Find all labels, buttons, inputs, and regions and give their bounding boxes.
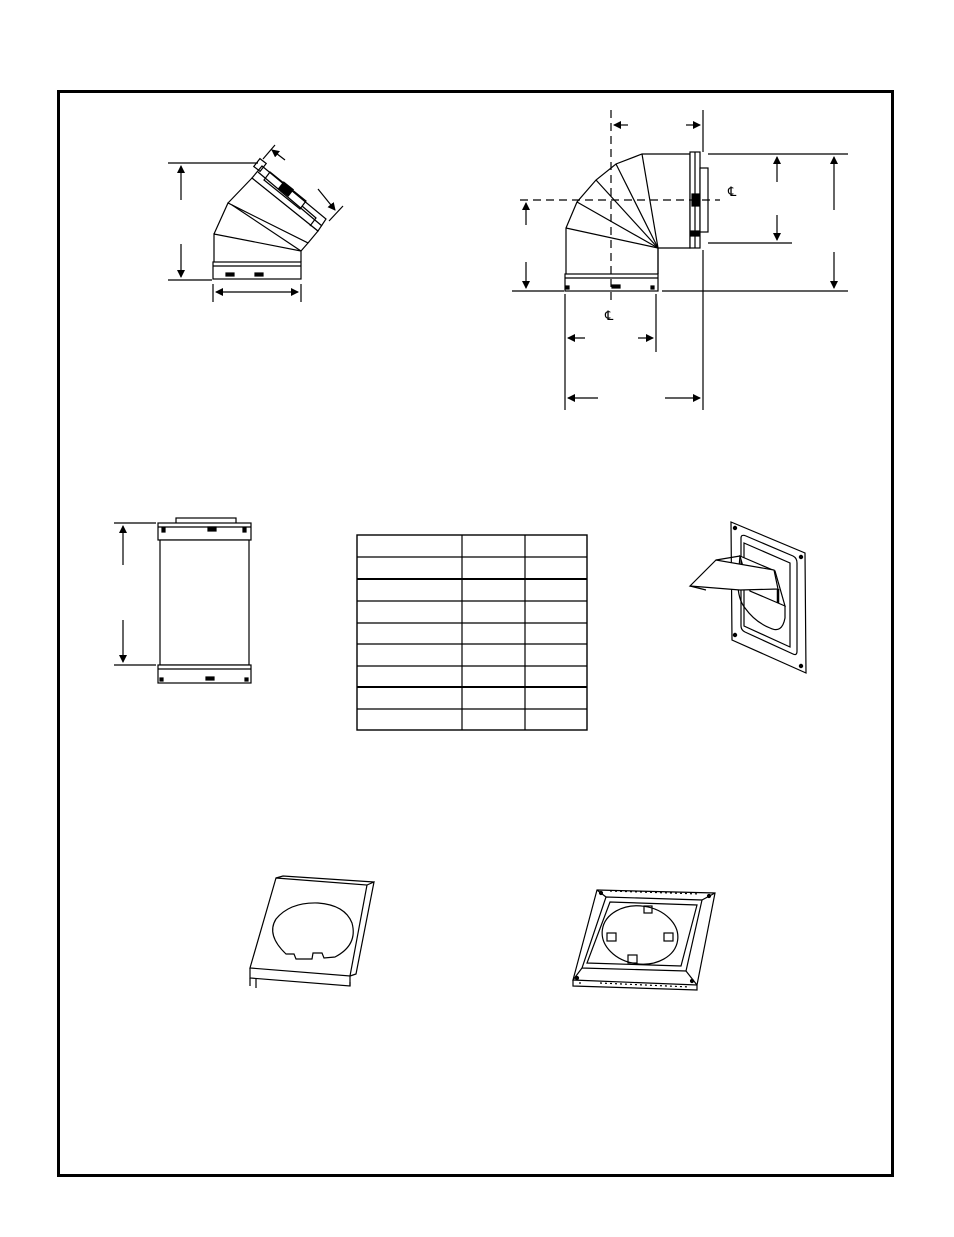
straight-pipe-diagram <box>114 518 251 683</box>
centerline-symbol-horizontal: ℄ <box>728 184 737 199</box>
elbow-90-diagram <box>512 110 848 410</box>
wall-terminal-cap-diagram <box>690 522 806 673</box>
elbow-45-diagram <box>168 145 343 302</box>
centerline-symbol-vertical: ℄ <box>605 308 614 323</box>
dimension-table <box>357 535 587 730</box>
ceiling-firestop-spacer-diagram <box>573 890 715 990</box>
firestop-shield-diagram <box>250 876 374 988</box>
